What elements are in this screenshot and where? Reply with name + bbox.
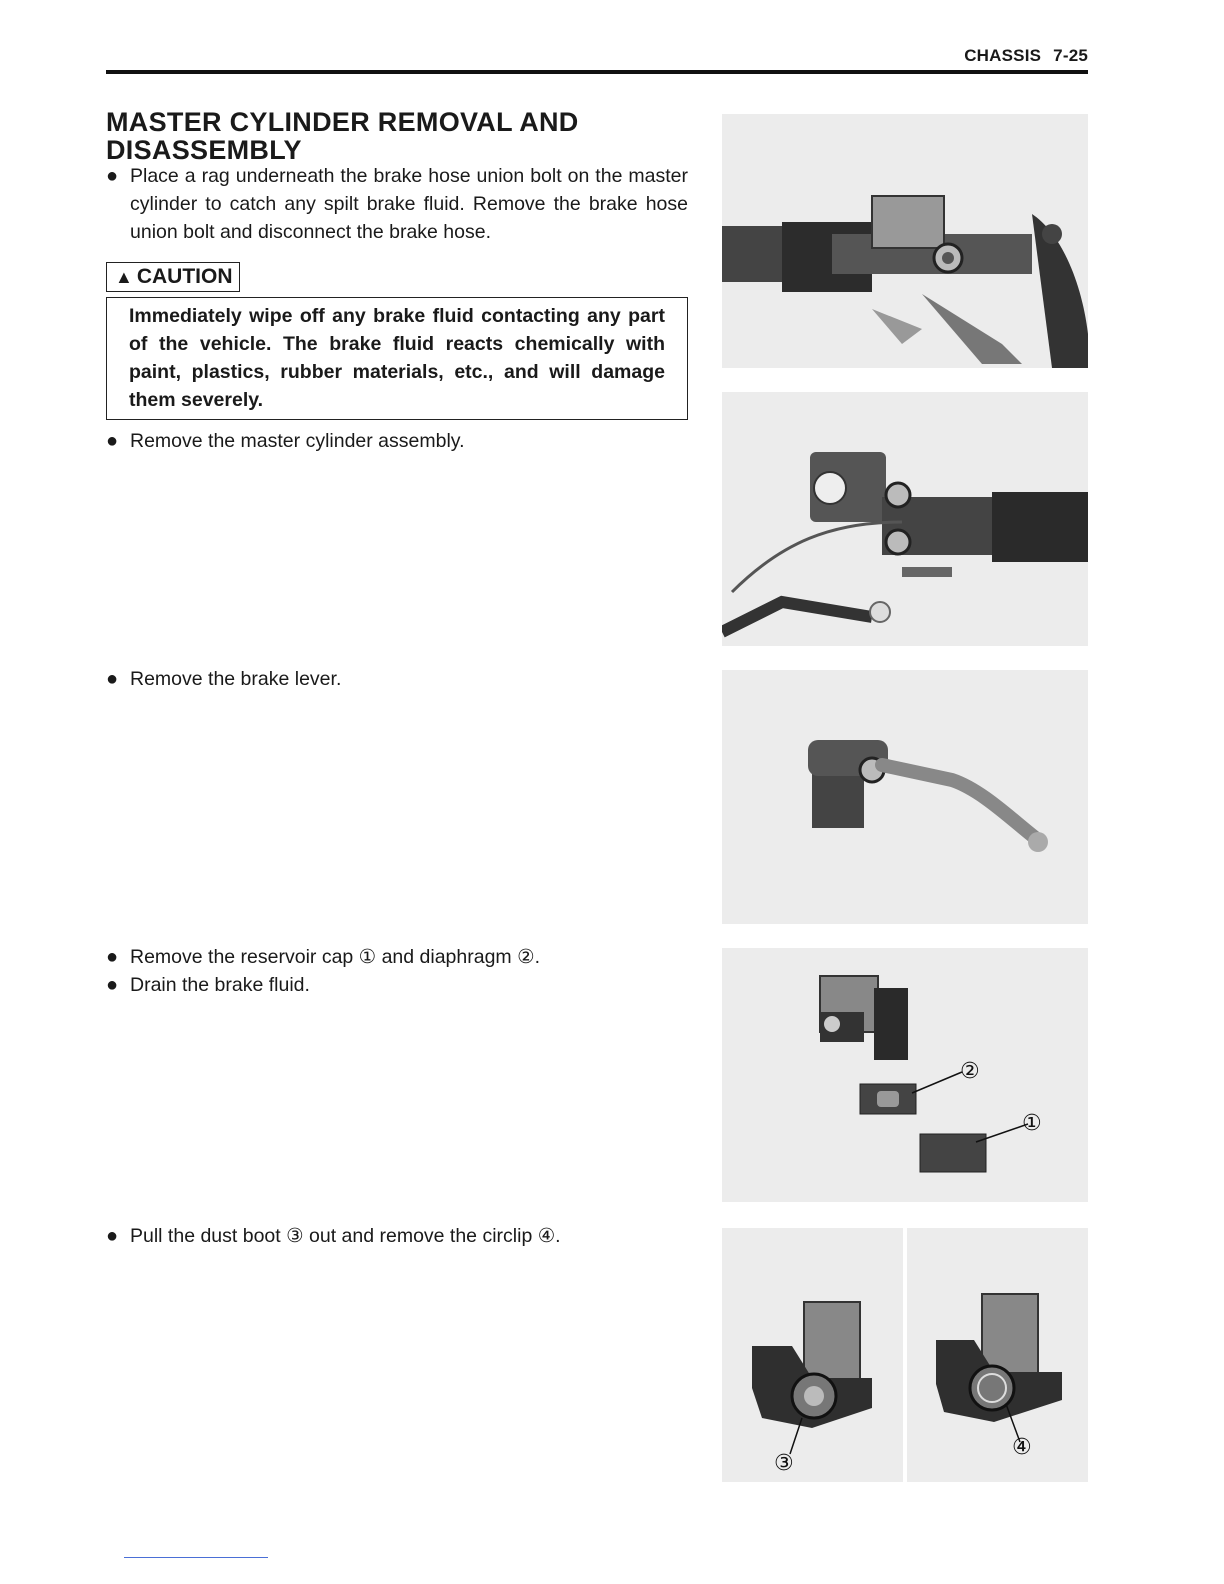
step-text: Remove the master cylinder assembly. [130, 430, 465, 452]
bullet-icon: ● [106, 430, 119, 452]
step-text: Drain the brake fluid. [130, 974, 310, 996]
bullet-icon: ● [106, 165, 119, 187]
step-text: Place a rag underneath the brake hose union bolt on the master cylinder to catch any spilt brake fluid. Remove the brake hose union bolt and disconnect the brake hose. [130, 165, 688, 243]
step-item [106, 427, 688, 455]
warning-triangle-icon: ▲ [115, 267, 133, 287]
step-text: Remove the reservoir cap ① and diaphragm ②. [130, 946, 540, 968]
bullet-icon: ● [106, 974, 119, 996]
caution-label-text: CAUTION [136, 265, 233, 288]
callout-1: ① [1022, 1111, 1042, 1136]
callout-4: ④ [1012, 1435, 1032, 1460]
page-title: MASTER CYLINDER REMOVAL AND DISASSEMBLY [106, 107, 579, 165]
caution-box: Immediately wipe off any brake fluid contacting any part of the vehicle. The brake fluid reacts chemically with paint, plastics, rubber materials, etc., and will damage them severely. [106, 297, 688, 420]
step-item [106, 943, 688, 971]
bullet-icon: ● [106, 946, 119, 968]
caution-label [106, 262, 240, 292]
step-item [106, 665, 688, 693]
footer-divider [124, 1557, 268, 1558]
photo-reservoir-cap-diaphragm [722, 948, 1088, 1202]
photo-brake-lever [722, 670, 1088, 924]
photo-master-cylinder-assembly [722, 392, 1088, 646]
bullet-icon: ● [106, 1225, 119, 1247]
page-header [106, 44, 1088, 74]
step-item [106, 1222, 688, 1250]
page-number: 7-25 [1053, 46, 1088, 65]
step-item [106, 162, 688, 246]
photo-dust-boot-circlip [722, 1228, 1088, 1482]
step-text: Remove the brake lever. [130, 668, 342, 690]
header-text [964, 46, 1088, 66]
callout-3: ③ [774, 1451, 794, 1476]
step-text: Pull the dust boot ③ out and remove the circlip ④. [130, 1225, 561, 1247]
step-item [106, 971, 688, 999]
bullet-icon: ● [106, 668, 119, 690]
section-name: CHASSIS [964, 46, 1042, 65]
callout-2: ② [960, 1059, 980, 1084]
photo-brake-hose-union-bolt [722, 114, 1088, 368]
